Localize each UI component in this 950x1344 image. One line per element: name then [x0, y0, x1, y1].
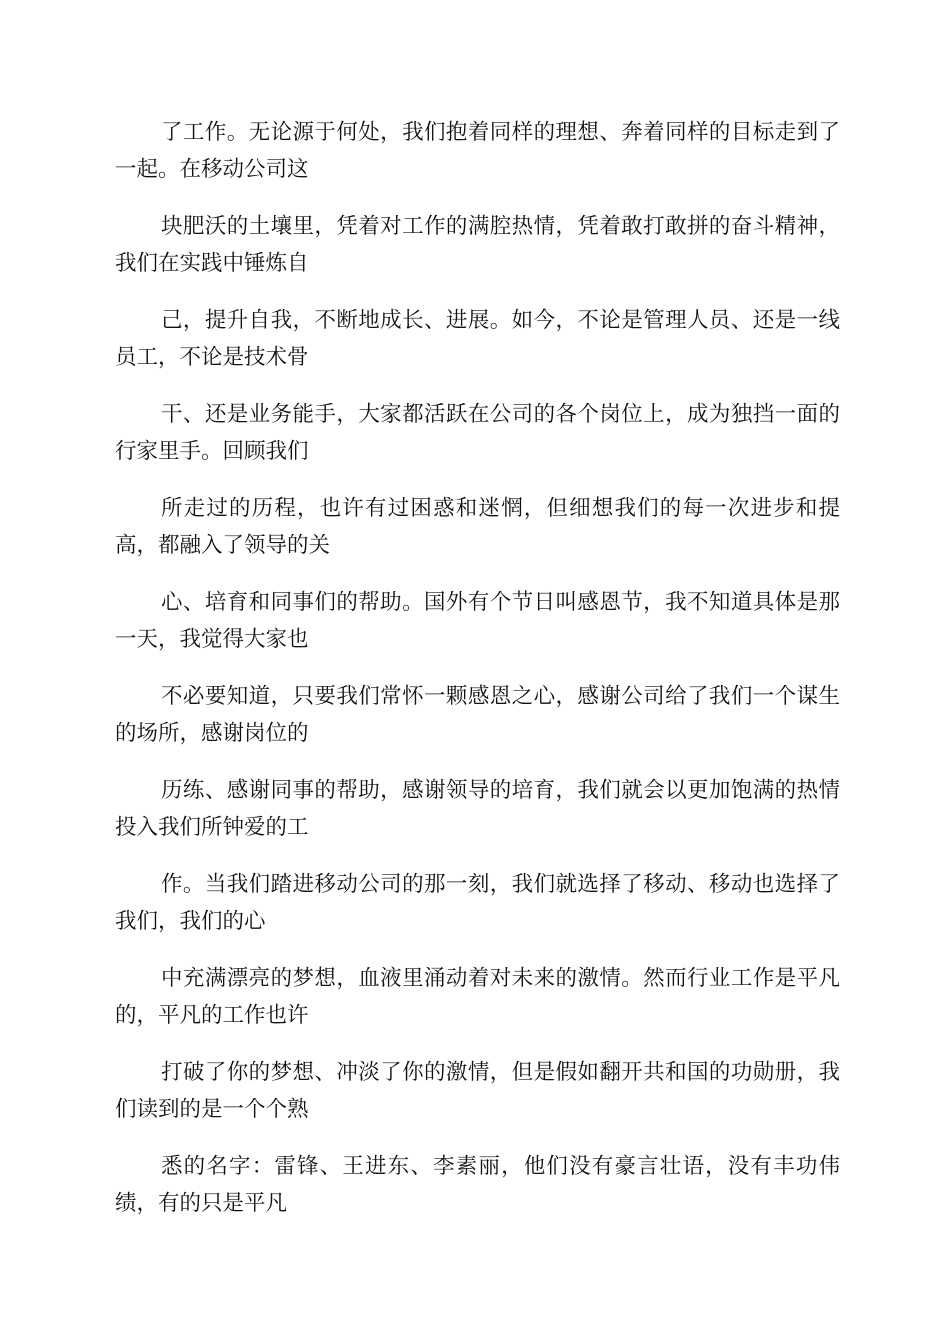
paragraph-6: 心、培育和同事们的帮助。国外有个节日叫感恩节，我不知道具体是那一天，我觉得大家也: [115, 590, 840, 652]
paragraph-7: 不必要知道，只要我们常怀一颗感恩之心，感谢公司给了我们一个谋生的场所，感谢岗位的: [115, 684, 840, 746]
document-body: [115, 114, 840, 1242]
paragraph-2: 块肥沃的土壤里，凭着对工作的满腔热情，凭着敢打敢拼的奋斗精神，我们在实践中锤炼自: [115, 214, 840, 276]
paragraph-1: 了工作。无论源于何处，我们抱着同样的理想、奔着同样的目标走到了一起。在移动公司这: [115, 120, 840, 182]
paragraph-12: 悉的名字：雷锋、王进东、李素丽，他们没有豪言壮语，没有丰功伟绩，有的只是平凡: [115, 1154, 840, 1216]
paragraph-3: 己，提升自我，不断地成长、进展。如今，不论是管理人员、还是一线员工，不论是技术骨: [115, 308, 840, 370]
paragraph-5: 所走过的历程，也许有过困惑和迷惘，但细想我们的每一次进步和提高，都融入了领导的关: [115, 496, 840, 558]
paragraph-8: 历练、感谢同事的帮助，感谢领导的培育，我们就会以更加饱满的热情投入我们所钟爱的工: [115, 778, 840, 840]
paragraph-9: 作。当我们踏进移动公司的那一刻，我们就选择了移动、移动也选择了我们，我们的心: [115, 872, 840, 934]
paragraph-4: 干、还是业务能手，大家都活跃在公司的各个岗位上，成为独挡一面的行家里手。回顾我们: [115, 402, 840, 464]
paragraph-11: 打破了你的梦想、冲淡了你的激情，但是假如翻开共和国的功勋册，我们读到的是一个个熟: [115, 1060, 840, 1122]
paragraph-10: 中充满漂亮的梦想，血液里涌动着对未来的激情。然而行业工作是平凡的，平凡的工作也许: [115, 966, 840, 1028]
